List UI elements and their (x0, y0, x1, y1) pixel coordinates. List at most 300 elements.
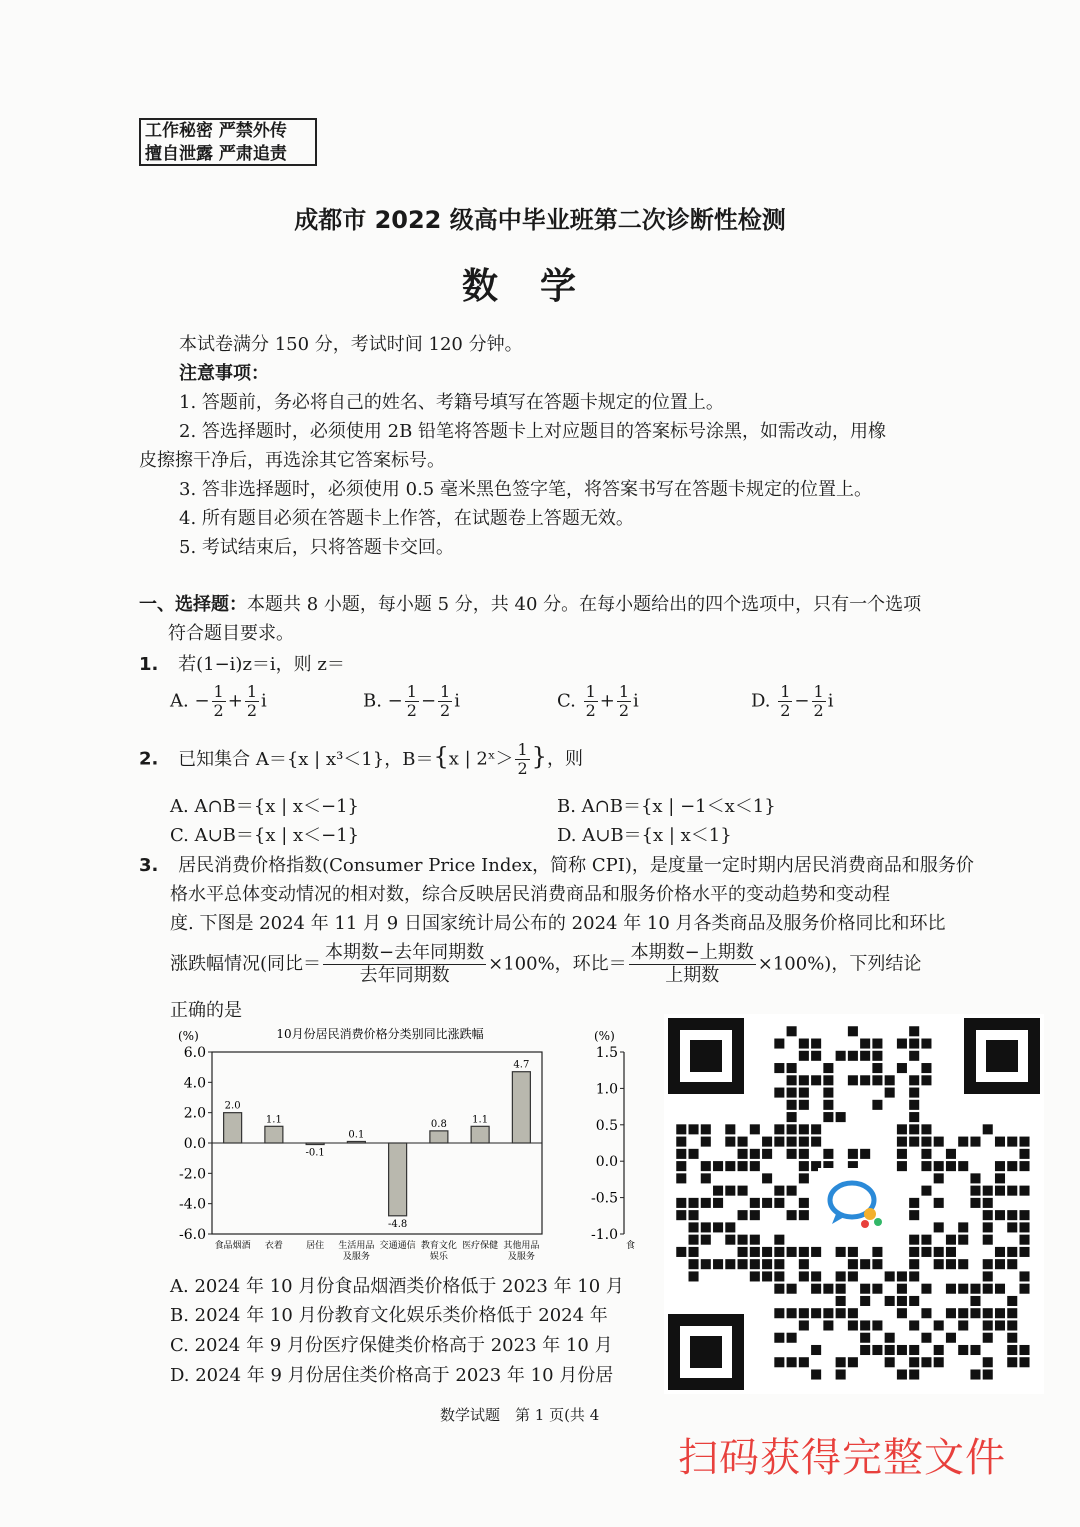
qr-module (799, 1149, 809, 1159)
chart-1-ytick-label: -6.0 (179, 1227, 206, 1243)
qr-module (1019, 1235, 1029, 1245)
qr-module (1007, 1320, 1017, 1330)
qr-module (738, 1247, 748, 1257)
qr-module (750, 1198, 760, 1208)
chart-1-data-label: 0.1 (348, 1129, 365, 1141)
qr-module (983, 1124, 993, 1134)
qr-module (983, 1357, 993, 1367)
qr-module (836, 1296, 846, 1306)
qr-module (995, 1137, 1005, 1147)
qr-module (946, 1149, 956, 1159)
qr-module (921, 1161, 931, 1171)
qr-module (713, 1259, 723, 1269)
qr-module (909, 1235, 919, 1245)
qr-module (872, 1100, 882, 1110)
qr-module (921, 1039, 931, 1049)
frac-num: 1 (813, 682, 824, 701)
qr-module (799, 1100, 809, 1110)
qr-module (774, 1039, 784, 1049)
qr-module (725, 1161, 735, 1171)
qr-module (970, 1186, 980, 1196)
chart-1-data-label: 0.8 (430, 1118, 447, 1130)
chart-1-bar (347, 1141, 365, 1143)
frac-num: 本期数−去年同期数 (325, 942, 485, 963)
qr-module (787, 1210, 797, 1220)
qr-module (983, 1308, 993, 1318)
qr-module (909, 1051, 919, 1061)
qr-module (738, 1186, 748, 1196)
qr-module (774, 1124, 784, 1134)
qr-module (921, 1149, 931, 1159)
qr-module (848, 1357, 858, 1367)
q1-option-d (751, 683, 833, 720)
frac-num: 1 (440, 682, 451, 701)
qr-module (872, 1345, 882, 1355)
frac-den: 2 (440, 701, 451, 720)
qr-module (689, 1198, 699, 1208)
qr-module (725, 1124, 735, 1134)
chart-1-data-label: -4.8 (387, 1218, 408, 1230)
qr-module (689, 1271, 699, 1281)
fraction (245, 683, 259, 720)
qr-module (921, 1124, 931, 1134)
qr-module (921, 1063, 931, 1073)
qr-module (921, 1137, 931, 1147)
qr-module (738, 1259, 748, 1269)
frac-den: 2 (618, 701, 630, 720)
qr-module (750, 1124, 760, 1134)
qr-module (1019, 1186, 1029, 1196)
qr-module (983, 1271, 993, 1281)
qr-module (750, 1149, 760, 1159)
chart-1-data-label: 2.0 (224, 1100, 241, 1112)
q1-b-label: B. − (363, 690, 403, 712)
qr-module (799, 1198, 809, 1208)
qr-module (983, 1320, 993, 1330)
chart-2-ytick-label: 0.5 (595, 1117, 618, 1134)
chart-1-ytick-label: 4.0 (183, 1075, 206, 1092)
confidential-stamp (139, 118, 317, 166)
q3-number: 3. (139, 855, 159, 876)
qr-module (983, 1210, 993, 1220)
qr-module (787, 1186, 797, 1196)
q2-stem-a: 已知集合 A＝{x | x³＜1}，B＝ (178, 748, 434, 770)
chart-1-ytick-label: -2.0 (179, 1166, 206, 1183)
qr-module (750, 1247, 760, 1257)
qr-module (848, 1026, 858, 1036)
frac-den: 2 (813, 701, 824, 720)
q3-text-5: 正确的是 (170, 1000, 242, 1021)
notice-2b: 皮擦擦干净后，再选涂其它答案标号。 (139, 450, 445, 471)
fraction (438, 683, 452, 720)
qr-code[interactable] (664, 1014, 1044, 1394)
qr-module (970, 1296, 980, 1306)
qr-module (701, 1161, 711, 1171)
qr-module (958, 1222, 968, 1232)
chart-1-data-label: -0.1 (305, 1147, 325, 1159)
qr-module (774, 1186, 784, 1196)
qr-module (1019, 1345, 1029, 1355)
qr-module (787, 1088, 797, 1098)
qr-module (1019, 1149, 1029, 1159)
qr-module (787, 1063, 797, 1073)
qr-module (921, 1247, 931, 1257)
chart-1-category-label: 居住 (306, 1241, 325, 1251)
qr-module (860, 1333, 870, 1343)
qr-module (774, 1063, 784, 1073)
imag-unit: i (261, 690, 267, 712)
question-1 (139, 650, 345, 676)
qr-module (799, 1161, 809, 1171)
q3-option-d: D. 2024 年 9 月份居住类价格高于 2023 年 10 月份居 (170, 1365, 614, 1386)
qr-module (860, 1259, 870, 1269)
qr-module (836, 1051, 846, 1061)
frac-den: 2 (585, 701, 596, 720)
qr-module (787, 1112, 797, 1122)
qr-module (860, 1320, 870, 1330)
qr-module (1007, 1296, 1017, 1306)
qr-module (958, 1235, 968, 1245)
qr-module (787, 1333, 797, 1343)
qr-module (689, 1210, 699, 1220)
qr-module (909, 1296, 919, 1306)
qr-module (860, 1149, 870, 1159)
chart-2-ytick-label: 1.5 (595, 1045, 618, 1061)
qr-module (689, 1235, 699, 1245)
qr-module (713, 1222, 723, 1232)
q2-stem-b: x | 2ˣ＞ (448, 748, 514, 770)
qr-module (799, 1247, 809, 1257)
qr-module (995, 1259, 1005, 1269)
qr-module (897, 1161, 907, 1171)
chart-1-category-label: 其他用品 (503, 1241, 540, 1251)
qr-module (774, 1308, 784, 1318)
frac-den: 2 (213, 701, 224, 720)
qr-module (676, 1173, 686, 1183)
qr-module (946, 1308, 956, 1318)
q3-text-1: 居民消费价格指数(Consumer Price Index，简称 CPI)，是度量一定时期内居民消费商品和服务价 (178, 855, 974, 876)
chart-1-category-label: 交通通信 (379, 1241, 416, 1251)
qr-module (934, 1320, 944, 1330)
qr-module (750, 1210, 760, 1220)
qr-module (725, 1137, 735, 1147)
notice-4: 4. 所有题目必须在答题卡上作答，在试题卷上答题无效。 (179, 508, 634, 529)
qr-module (750, 1235, 760, 1245)
fraction (515, 741, 529, 778)
qr-module (934, 1222, 944, 1232)
qr-module (725, 1259, 735, 1269)
qr-module (848, 1247, 858, 1257)
qr-module (738, 1210, 748, 1220)
qr-module (1007, 1247, 1017, 1257)
qr-module (713, 1198, 723, 1208)
qr-module (676, 1247, 686, 1257)
qr-module (799, 1075, 809, 1085)
chart-1-ytick-label: 2.0 (183, 1105, 206, 1122)
qr-module (799, 1320, 809, 1330)
qr-module (787, 1075, 797, 1085)
qr-module (713, 1161, 723, 1171)
chart-1-ytick-label: -4.0 (179, 1196, 206, 1213)
qr-module (909, 1026, 919, 1036)
qr-module (848, 1051, 858, 1061)
qr-module (787, 1100, 797, 1110)
qr-module (921, 1075, 931, 1085)
qr-module (983, 1284, 993, 1294)
chart-2-ytick-label: 1.0 (595, 1081, 618, 1098)
qr-module (995, 1320, 1005, 1330)
qr-module (983, 1333, 993, 1343)
qr-module (958, 1137, 968, 1147)
qr-module (836, 1271, 846, 1281)
chart-1-data-label: 1.1 (265, 1114, 282, 1126)
qr-module (836, 1112, 846, 1122)
qr-module (897, 1284, 907, 1294)
qr-module (823, 1063, 833, 1073)
qr-module (738, 1235, 748, 1245)
qr-module (836, 1357, 846, 1367)
qr-module (799, 1357, 809, 1367)
qr-module (970, 1345, 980, 1355)
q3-text-2: 格水平总体变动情况的相对数，综合反映居民消费商品和服务价格水平的变动趋势和变动程 (170, 884, 890, 905)
qr-module (750, 1259, 760, 1269)
brace-open: { (433, 742, 449, 771)
qr-module (676, 1149, 686, 1159)
op: + (227, 690, 243, 712)
notice-5: 5. 考试结束后，只将答题卡交回。 (179, 537, 454, 558)
qr-module (848, 1271, 858, 1281)
qr-module (872, 1039, 882, 1049)
qr-module (799, 1088, 809, 1098)
chart-1-category-label: 及服务 (342, 1252, 370, 1262)
qr-module (946, 1247, 956, 1257)
chart-1-unit: (%) (178, 1029, 199, 1043)
qr-module (958, 1284, 968, 1294)
op: + (599, 690, 615, 712)
qr-module (995, 1308, 1005, 1318)
q1-option-c (557, 683, 639, 720)
qr-module (811, 1369, 821, 1379)
q3-text-4b: ×100%，环比＝ (488, 953, 627, 975)
qr-module (799, 1210, 809, 1220)
qr-module (787, 1308, 797, 1318)
qr-module (738, 1137, 748, 1147)
section-1-desc-2: 符合题目要求。 (168, 623, 294, 644)
op: − (794, 690, 810, 712)
chart-1-bar (389, 1143, 407, 1216)
qr-module (934, 1161, 944, 1171)
yoy-bar-chart (170, 1022, 570, 1267)
q2-option-c: C. A∪B＝{x | x＜−1} (170, 825, 360, 846)
qr-module (1019, 1161, 1029, 1171)
chart-1-category-label: 娱乐 (429, 1252, 448, 1262)
qr-module (787, 1124, 797, 1134)
qr-module (823, 1149, 833, 1159)
q1-d-label: D. (751, 690, 777, 712)
qr-module (897, 1063, 907, 1073)
qr-module (701, 1173, 711, 1183)
qr-module (934, 1137, 944, 1147)
qr-module (774, 1088, 784, 1098)
qr-module (909, 1124, 919, 1134)
exam-title: 成都市 2022 级高中毕业班第二次诊断性检测 (294, 206, 786, 234)
qr-module (848, 1259, 858, 1269)
q2-option-b: B. A∩B＝{x | −1＜x＜1} (557, 796, 776, 817)
qr-module (823, 1112, 833, 1122)
qr-module (799, 1039, 809, 1049)
q2-option-d: D. A∪B＝{x | x＜1} (557, 825, 732, 846)
qr-module (701, 1198, 711, 1208)
qr-module (811, 1051, 821, 1061)
qr-module (934, 1345, 944, 1355)
qr-module (1007, 1186, 1017, 1196)
promo-text: 扫码获得完整文件 (678, 1435, 1006, 1481)
q3-option-c: C. 2024 年 9 月份医疗保健类价格高于 2023 年 10 月 (170, 1335, 613, 1356)
qr-module (995, 1247, 1005, 1257)
qr-module (921, 1235, 931, 1245)
qr-module (1007, 1345, 1017, 1355)
qr-module (787, 1284, 797, 1294)
qr-module (897, 1308, 907, 1318)
qr-module (811, 1247, 821, 1257)
qr-module (909, 1100, 919, 1110)
qr-module (909, 1088, 919, 1098)
qr-module (1007, 1259, 1017, 1269)
qr-module (885, 1296, 895, 1306)
exam-info: 本试卷满分 150 分，考试时间 120 分钟。 (179, 334, 523, 355)
qr-module (872, 1063, 882, 1073)
frac-num: 1 (246, 682, 257, 701)
qr-module (738, 1149, 748, 1159)
qr-module (787, 1149, 797, 1159)
qr-module (860, 1039, 870, 1049)
qr-module (774, 1357, 784, 1367)
qr-module (701, 1235, 711, 1245)
qr-module (689, 1247, 699, 1257)
qr-module (787, 1137, 797, 1147)
qr-module (689, 1149, 699, 1159)
qr-module (1007, 1357, 1017, 1367)
qr-module (701, 1222, 711, 1232)
chart-1-category-label: 衣着 (264, 1241, 283, 1251)
q1-option-b (363, 683, 460, 720)
qr-module (995, 1210, 1005, 1220)
chart-2-ytick-label: -1.0 (591, 1227, 618, 1243)
qr-module (897, 1271, 907, 1281)
qr-module (983, 1222, 993, 1232)
qr-module (689, 1259, 699, 1269)
qr-module (983, 1235, 993, 1245)
qr-module (885, 1345, 895, 1355)
qr-module (1019, 1137, 1029, 1147)
chart-2-unit: (%) (594, 1029, 615, 1043)
qr-module (909, 1112, 919, 1122)
qr-module (1007, 1137, 1017, 1147)
qr-module (848, 1308, 858, 1318)
qr-module (811, 1039, 821, 1049)
qr-module (823, 1100, 833, 1110)
qr-module (909, 1247, 919, 1257)
qr-module (676, 1198, 686, 1208)
notice-1: 1. 答题前，务必将自己的姓名、考籍号填写在答题卡规定的位置上。 (179, 392, 724, 413)
qr-module (946, 1259, 956, 1269)
qr-module (970, 1284, 980, 1294)
qr-module (787, 1026, 797, 1036)
fraction (584, 683, 598, 720)
qr-module (921, 1357, 931, 1367)
qr-module (897, 1137, 907, 1147)
qr-module (689, 1124, 699, 1134)
qr-module (836, 1369, 846, 1379)
qr-module (1019, 1210, 1029, 1220)
qr-module (934, 1173, 944, 1183)
qr-module (836, 1284, 846, 1294)
chart-1-data-label: 1.1 (472, 1114, 489, 1126)
qr-module (799, 1173, 809, 1183)
qr-module (970, 1198, 980, 1208)
qr-module (958, 1320, 968, 1330)
qr-module (701, 1124, 711, 1134)
qr-module (897, 1296, 907, 1306)
qr-module (762, 1137, 772, 1147)
qr-module (848, 1075, 858, 1085)
frac-num: 1 (517, 740, 528, 759)
mom-formula (629, 942, 756, 987)
section-1-label: 一、选择题： (139, 594, 247, 615)
q1-a-label: A. − (170, 690, 210, 712)
qr-module (995, 1284, 1005, 1294)
op: − (420, 690, 437, 712)
qr-module (713, 1186, 723, 1196)
qr-module (676, 1137, 686, 1147)
qr-module (676, 1210, 686, 1220)
notice-3: 3. 答非选择题时，必须使用 0.5 毫米黑色签字笔，将答案书写在答题卡规定的位置上。 (179, 479, 872, 500)
qr-module (823, 1088, 833, 1098)
q3-text-3: 度. 下图是 2024 年 11 月 9 日国家统计局公布的 2024 年 10 月各类商品及服务价格同比和环比 (170, 913, 946, 934)
qr-module (921, 1284, 931, 1294)
qr-module (860, 1284, 870, 1294)
subject-title: 数学 (461, 266, 618, 307)
qr-module (787, 1357, 797, 1367)
qr-module (897, 1369, 907, 1379)
qr-module (909, 1369, 919, 1379)
chart-1-category-label: 及服务 (507, 1252, 535, 1262)
qr-module (921, 1333, 931, 1343)
qr-module (970, 1173, 980, 1183)
qr-module (1019, 1357, 1029, 1367)
frac-num: 1 (780, 682, 791, 701)
qr-module (823, 1075, 833, 1085)
qr-module (701, 1137, 711, 1147)
qr-module (946, 1235, 956, 1245)
qr-module (774, 1198, 784, 1208)
qr-module (983, 1259, 993, 1269)
q1-number: 1. (139, 654, 159, 675)
qr-module (774, 1137, 784, 1147)
qr-finder-center (690, 1040, 722, 1072)
qr-module (836, 1247, 846, 1257)
qr-module (934, 1259, 944, 1269)
qr-module (1007, 1222, 1017, 1232)
qr-module (909, 1210, 919, 1220)
qr-module (1007, 1308, 1017, 1318)
page-footer: 数学试题 第 1 页(共 4 (440, 1406, 600, 1424)
qr-module (848, 1320, 858, 1330)
qr-module (848, 1149, 858, 1159)
qr-module (872, 1284, 882, 1294)
qr-module (811, 1271, 821, 1281)
frac-num: 1 (213, 682, 224, 701)
